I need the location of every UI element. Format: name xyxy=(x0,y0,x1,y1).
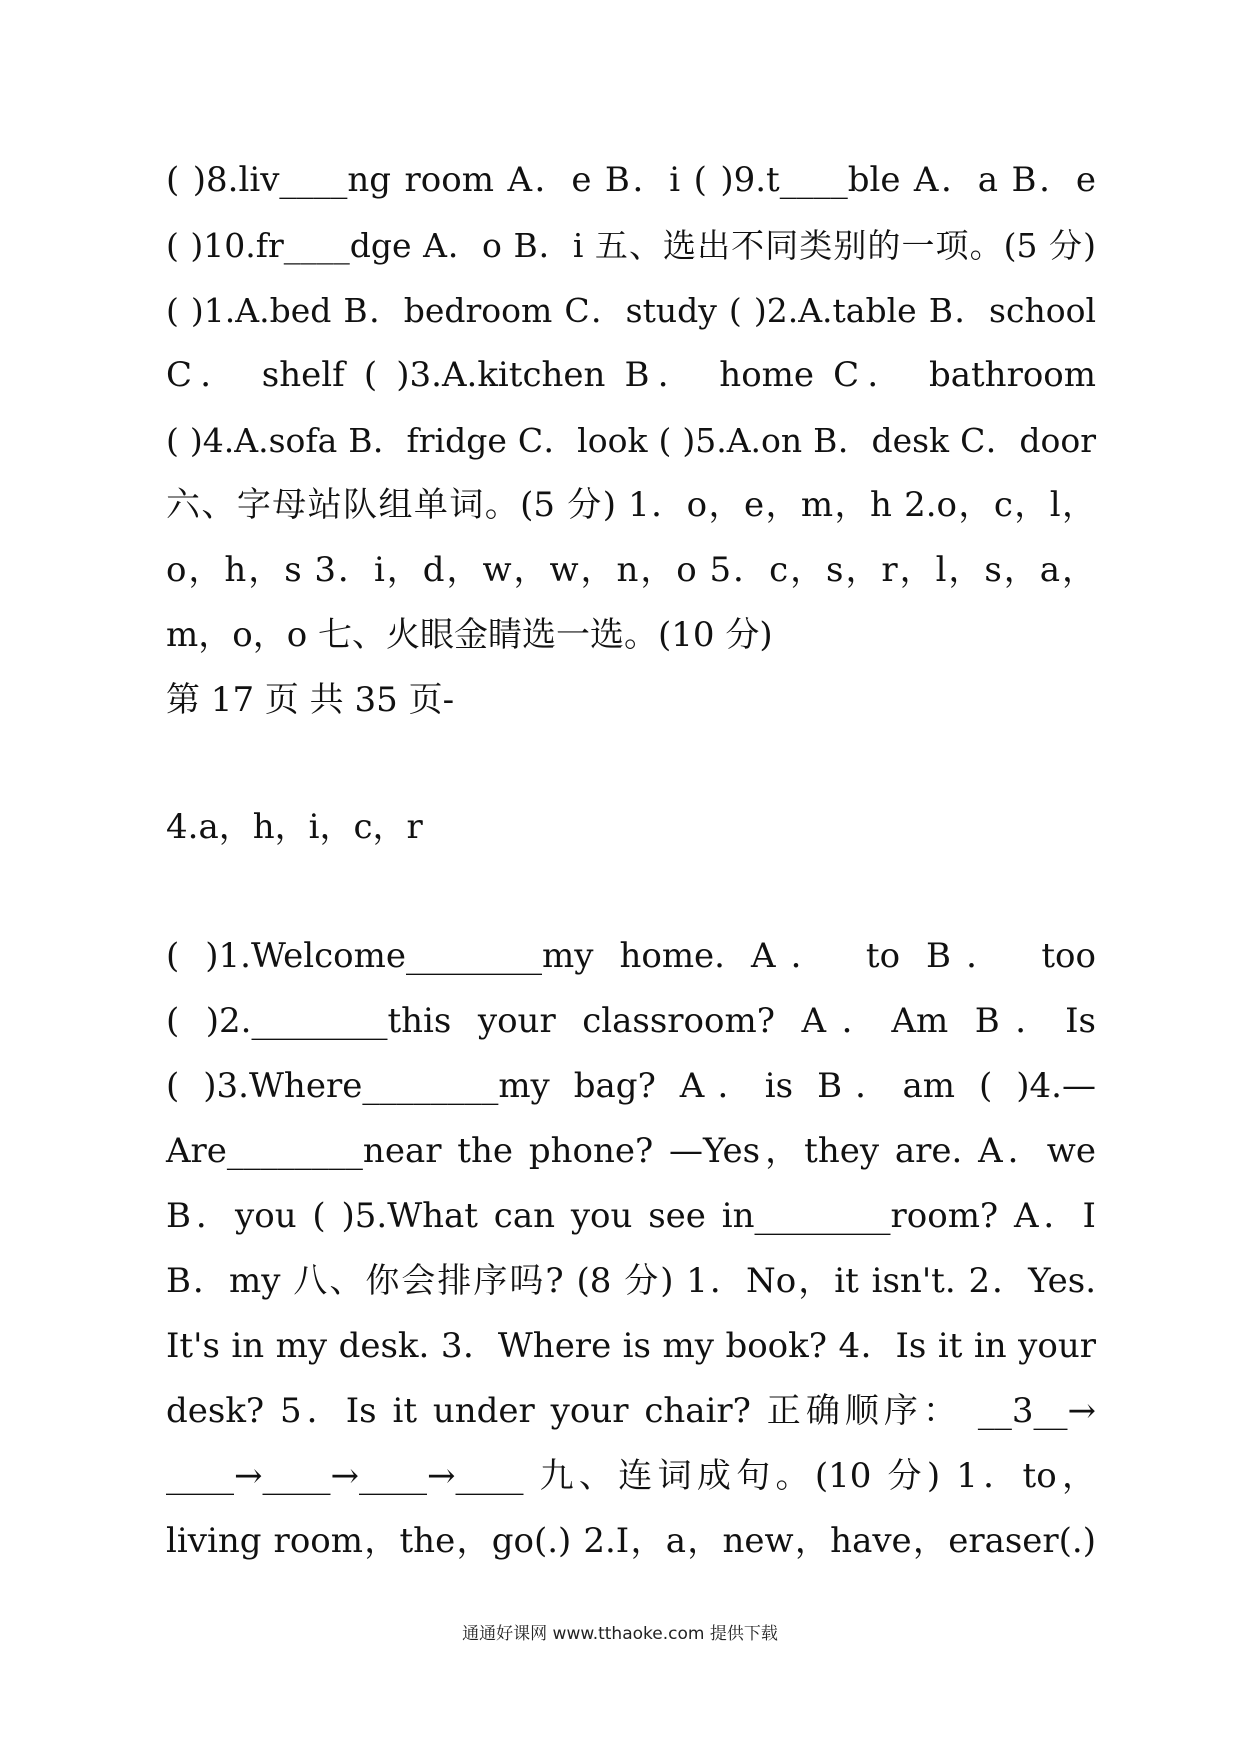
text-line: ( )1.A.bed B．bedroom C．study ( )2.A.table B．school xyxy=(166,291,1096,330)
text-line: m，o，o 七、火眼金睛选一选。(10 分) xyxy=(166,615,773,655)
page-number: 第 17 页 共 35 页- xyxy=(166,680,455,720)
text-line: ____→____→____→____ 九、连词成句。(10 分) 1．to， xyxy=(166,1456,1096,1496)
text-line: o，h，s 3．i，d，w，w，n，o 5．c，s，r，l，s，a， xyxy=(166,550,1096,590)
text-line: ( )8.liv____ng room A．e B．i ( )9.t____ble A．a B．e xyxy=(166,160,1096,200)
footer-source-note: 通通好课网 www.tthaoke.com 提供下载 xyxy=(462,1624,778,1644)
text-line: living room，the，go(.) 2.I，a，new，have，eraser(.) xyxy=(166,1521,1096,1561)
letters-block xyxy=(166,795,1096,860)
text-line: 4.a，h，i，c，r xyxy=(166,807,423,847)
text-line: ( )2.________this your classroom? A．Am B．Is xyxy=(166,1001,1096,1041)
text-line: C． shelf ( )3.A.kitchen B． home C． bathroom xyxy=(166,355,1096,395)
text-line: 六、字母站队组单词。(5 分) 1．o，e，m，h 2.o，c，l， xyxy=(166,485,1096,525)
text-line: It's in my desk. 3．Where is my book? 4．Is it in your xyxy=(166,1326,1096,1366)
text-line: ( )1.Welcome________my home. A． to B． too xyxy=(166,936,1096,976)
text-line: B．you ( )5.What can you see in________room? A．I xyxy=(166,1196,1096,1236)
text-line: B．my 八、你会排序吗? (8 分) 1．No，it isn't. 2．Yes. xyxy=(166,1261,1096,1301)
text-line: ( )10.fr____dge A．o B．i 五、选出不同类别的一项。(5 分) xyxy=(166,226,1096,265)
exercise-block-upper xyxy=(166,148,1096,733)
text-line: Are________near the phone? —Yes，they are. A．we xyxy=(166,1131,1096,1171)
text-line: ( )3.Where________my bag? A．is B．am ( )4.— xyxy=(166,1066,1096,1106)
exercise-block-lower xyxy=(166,924,1096,1574)
text-line: ( )4.A.sofa B．fridge C．look ( )5.A.on B．desk C．door xyxy=(166,421,1096,460)
text-line: desk? 5．Is it under your chair? 正确顺序： __3__→ xyxy=(166,1391,1096,1431)
